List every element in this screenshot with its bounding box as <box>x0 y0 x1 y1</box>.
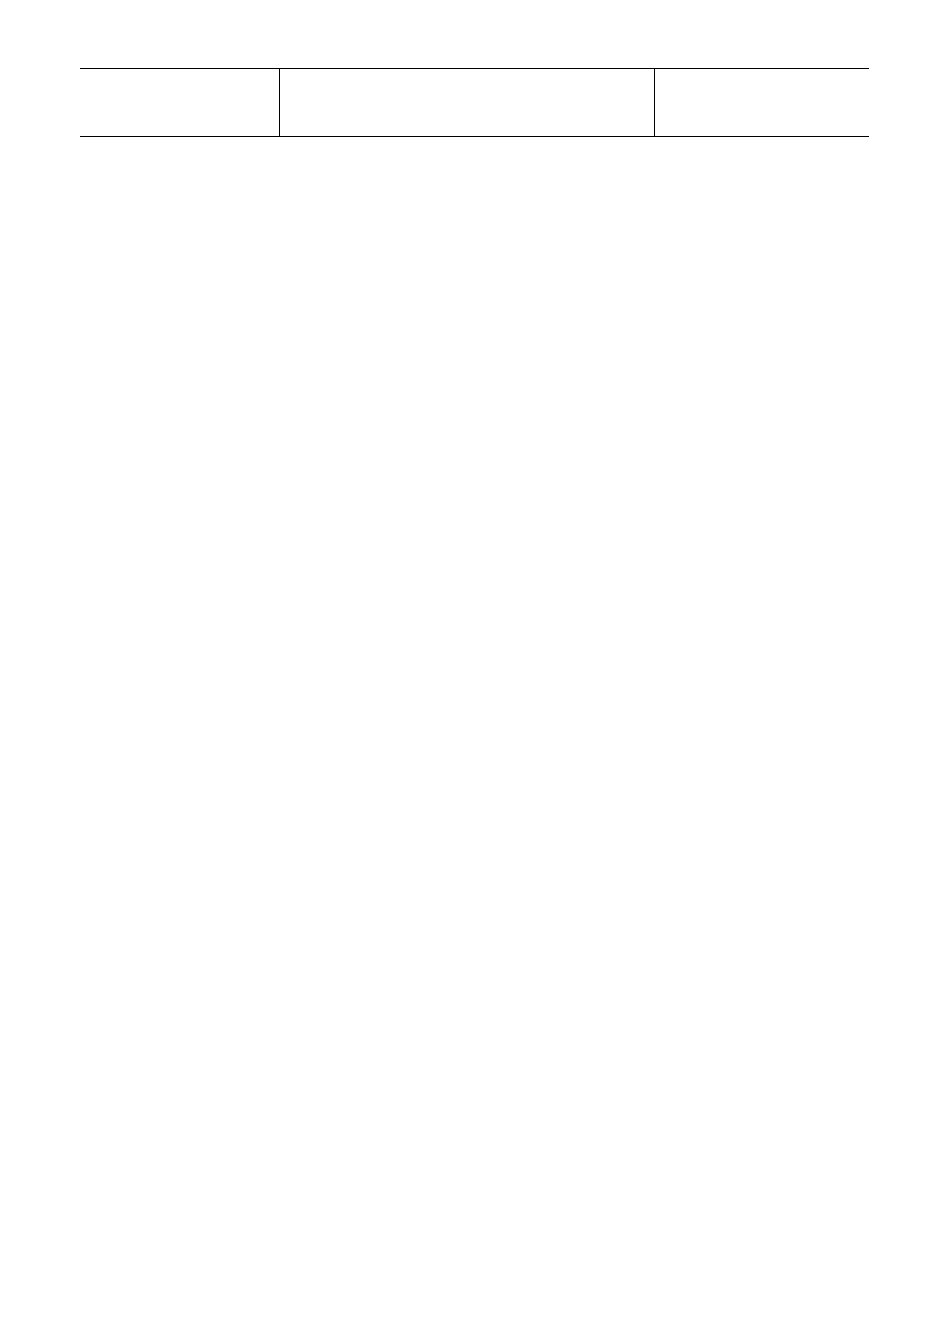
page-header <box>80 68 869 137</box>
header-page-info <box>655 69 869 136</box>
header-motto <box>280 69 655 136</box>
header-meta <box>80 69 280 136</box>
